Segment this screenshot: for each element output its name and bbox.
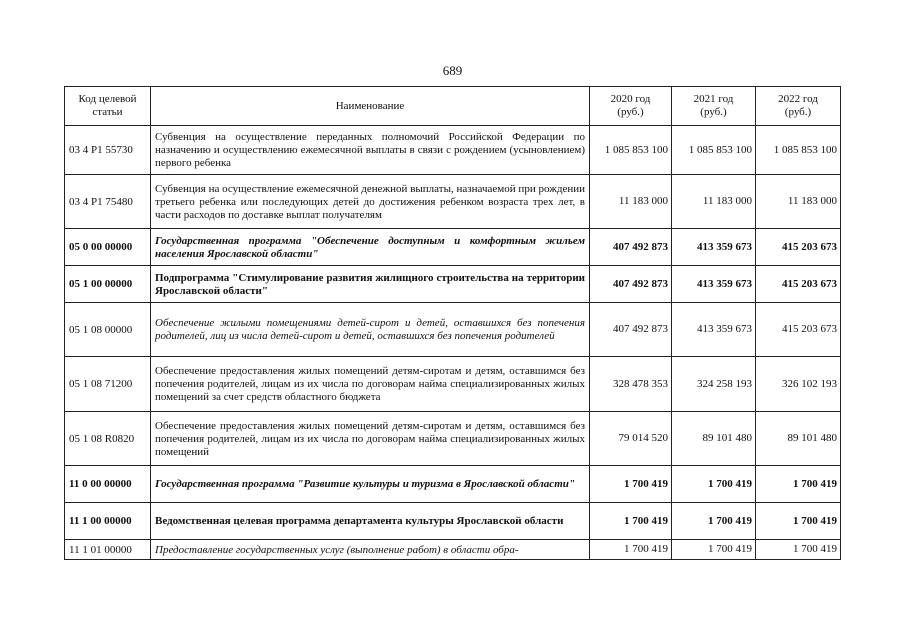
row-value-2020: 11 183 000	[590, 175, 672, 229]
budget-table	[64, 86, 841, 560]
header-2021	[672, 87, 756, 126]
row-value-2021: 413 359 673	[672, 266, 756, 303]
row-value-2022: 1 085 853 100	[756, 126, 841, 175]
row-value-2021: 413 359 673	[672, 229, 756, 266]
row-value-2021: 1 700 419	[672, 540, 756, 560]
header-code-line1: Код целевой	[78, 93, 137, 105]
page-number: 689	[442, 63, 463, 78]
table-row	[65, 266, 841, 303]
table-row	[65, 175, 841, 229]
row-value-2022: 415 203 673	[756, 266, 841, 303]
row-code: 11 1 00 00000	[65, 503, 151, 540]
header-2021-line1: 2021 год	[693, 93, 734, 105]
row-code: 05 1 00 00000	[65, 266, 151, 303]
header-name: Наименование	[151, 87, 590, 126]
row-value-2022: 1 700 419	[756, 466, 841, 503]
row-code: 05 1 08 71200	[65, 357, 151, 412]
header-2022-line1: 2022 год	[778, 93, 818, 105]
row-value-2022: 89 101 480	[756, 412, 841, 466]
row-code: 11 0 00 00000	[65, 466, 151, 503]
row-name: Государственная программа "Обеспечение доступным и комфортным жильем населения Ярославской области"	[151, 229, 590, 266]
row-value-2020: 1 700 419	[590, 466, 672, 503]
row-value-2021: 1 700 419	[672, 503, 756, 540]
row-value-2022: 1 700 419	[756, 503, 841, 540]
row-value-2020: 1 085 853 100	[590, 126, 672, 175]
row-value-2021: 324 258 193	[672, 357, 756, 412]
header-code	[65, 87, 151, 126]
table-row	[65, 503, 841, 540]
row-value-2020: 407 492 873	[590, 266, 672, 303]
row-code: 03 4 P1 75480	[65, 175, 151, 229]
row-value-2021: 89 101 480	[672, 412, 756, 466]
row-name: Предоставление государственных услуг (выполнение работ) в области обра-	[151, 540, 590, 560]
row-value-2021: 1 700 419	[672, 466, 756, 503]
header-2021-line2: (руб.)	[700, 106, 727, 118]
row-name: Обеспечение жилыми помещениями детей-сирот и детей, оставшихся без попечения родителей, лиц из числа детей-сирот и детей, оставшихся без попечения родителей	[151, 303, 590, 357]
row-code: 03 4 P1 55730	[65, 126, 151, 175]
header-2020	[590, 87, 672, 126]
table-row	[65, 412, 841, 466]
row-value-2022: 415 203 673	[756, 303, 841, 357]
row-name: Обеспечение предоставления жилых помещений детям-сиротам и детям, оставшимся без попечения родителей, лицам из их числа по договорам найма специализированных жилых помещений за счет средств областного бюджета	[151, 357, 590, 412]
row-code: 11 1 01 00000	[65, 540, 151, 560]
row-value-2020: 407 492 873	[590, 303, 672, 357]
table-row	[65, 540, 841, 560]
row-name: Субвенция на осуществление переданных полномочий Российской Федерации по назначению и осуществлению ежемесячной выплаты в связи с рождением (усыновлением) первого ребенка	[151, 126, 590, 175]
table-row	[65, 466, 841, 503]
row-value-2022: 415 203 673	[756, 229, 841, 266]
row-value-2022: 1 700 419	[756, 540, 841, 560]
table-row	[65, 229, 841, 266]
table-header-row	[65, 87, 841, 126]
header-2020-line1: 2020 год	[610, 93, 651, 105]
table-row	[65, 126, 841, 175]
row-value-2022: 11 183 000	[756, 175, 841, 229]
row-value-2021: 413 359 673	[672, 303, 756, 357]
row-name: Государственная программа "Развитие культуры и туризма в Ярославской области"	[151, 466, 590, 503]
row-value-2020: 1 700 419	[590, 503, 672, 540]
row-code: 05 1 08 00000	[65, 303, 151, 357]
row-name: Обеспечение предоставления жилых помещений детям-сиротам и детям, оставшимся без попечения родителей, лицам из их числа по договорам найма специализированных жилых помещений	[151, 412, 590, 466]
row-value-2021: 11 183 000	[672, 175, 756, 229]
table-row	[65, 357, 841, 412]
row-name: Ведомственная целевая программа департамента культуры Ярославской области	[151, 503, 590, 540]
header-2020-line2: (руб.)	[617, 106, 644, 118]
row-value-2020: 328 478 353	[590, 357, 672, 412]
row-name: Подпрограмма "Стимулирование развития жилищного строительства на территории Ярославской области"	[151, 266, 590, 303]
row-value-2022: 326 102 193	[756, 357, 841, 412]
row-code: 05 1 08 R0820	[65, 412, 151, 466]
header-2022-line2: (руб.)	[784, 106, 812, 118]
header-2022	[756, 87, 841, 126]
header-code-line2: статьи	[92, 106, 123, 118]
row-value-2020: 407 492 873	[590, 229, 672, 266]
row-code: 05 0 00 00000	[65, 229, 151, 266]
row-value-2020: 79 014 520	[590, 412, 672, 466]
table-row	[65, 303, 841, 357]
row-value-2021: 1 085 853 100	[672, 126, 756, 175]
row-name: Субвенция на осуществление ежемесячной денежной выплаты, назначаемой при рождении третьего ребенка или последующих детей до достижения ребенком возраста трех лет, в части расходов по доставке выплат получателям	[151, 175, 590, 229]
row-value-2020: 1 700 419	[590, 540, 672, 560]
